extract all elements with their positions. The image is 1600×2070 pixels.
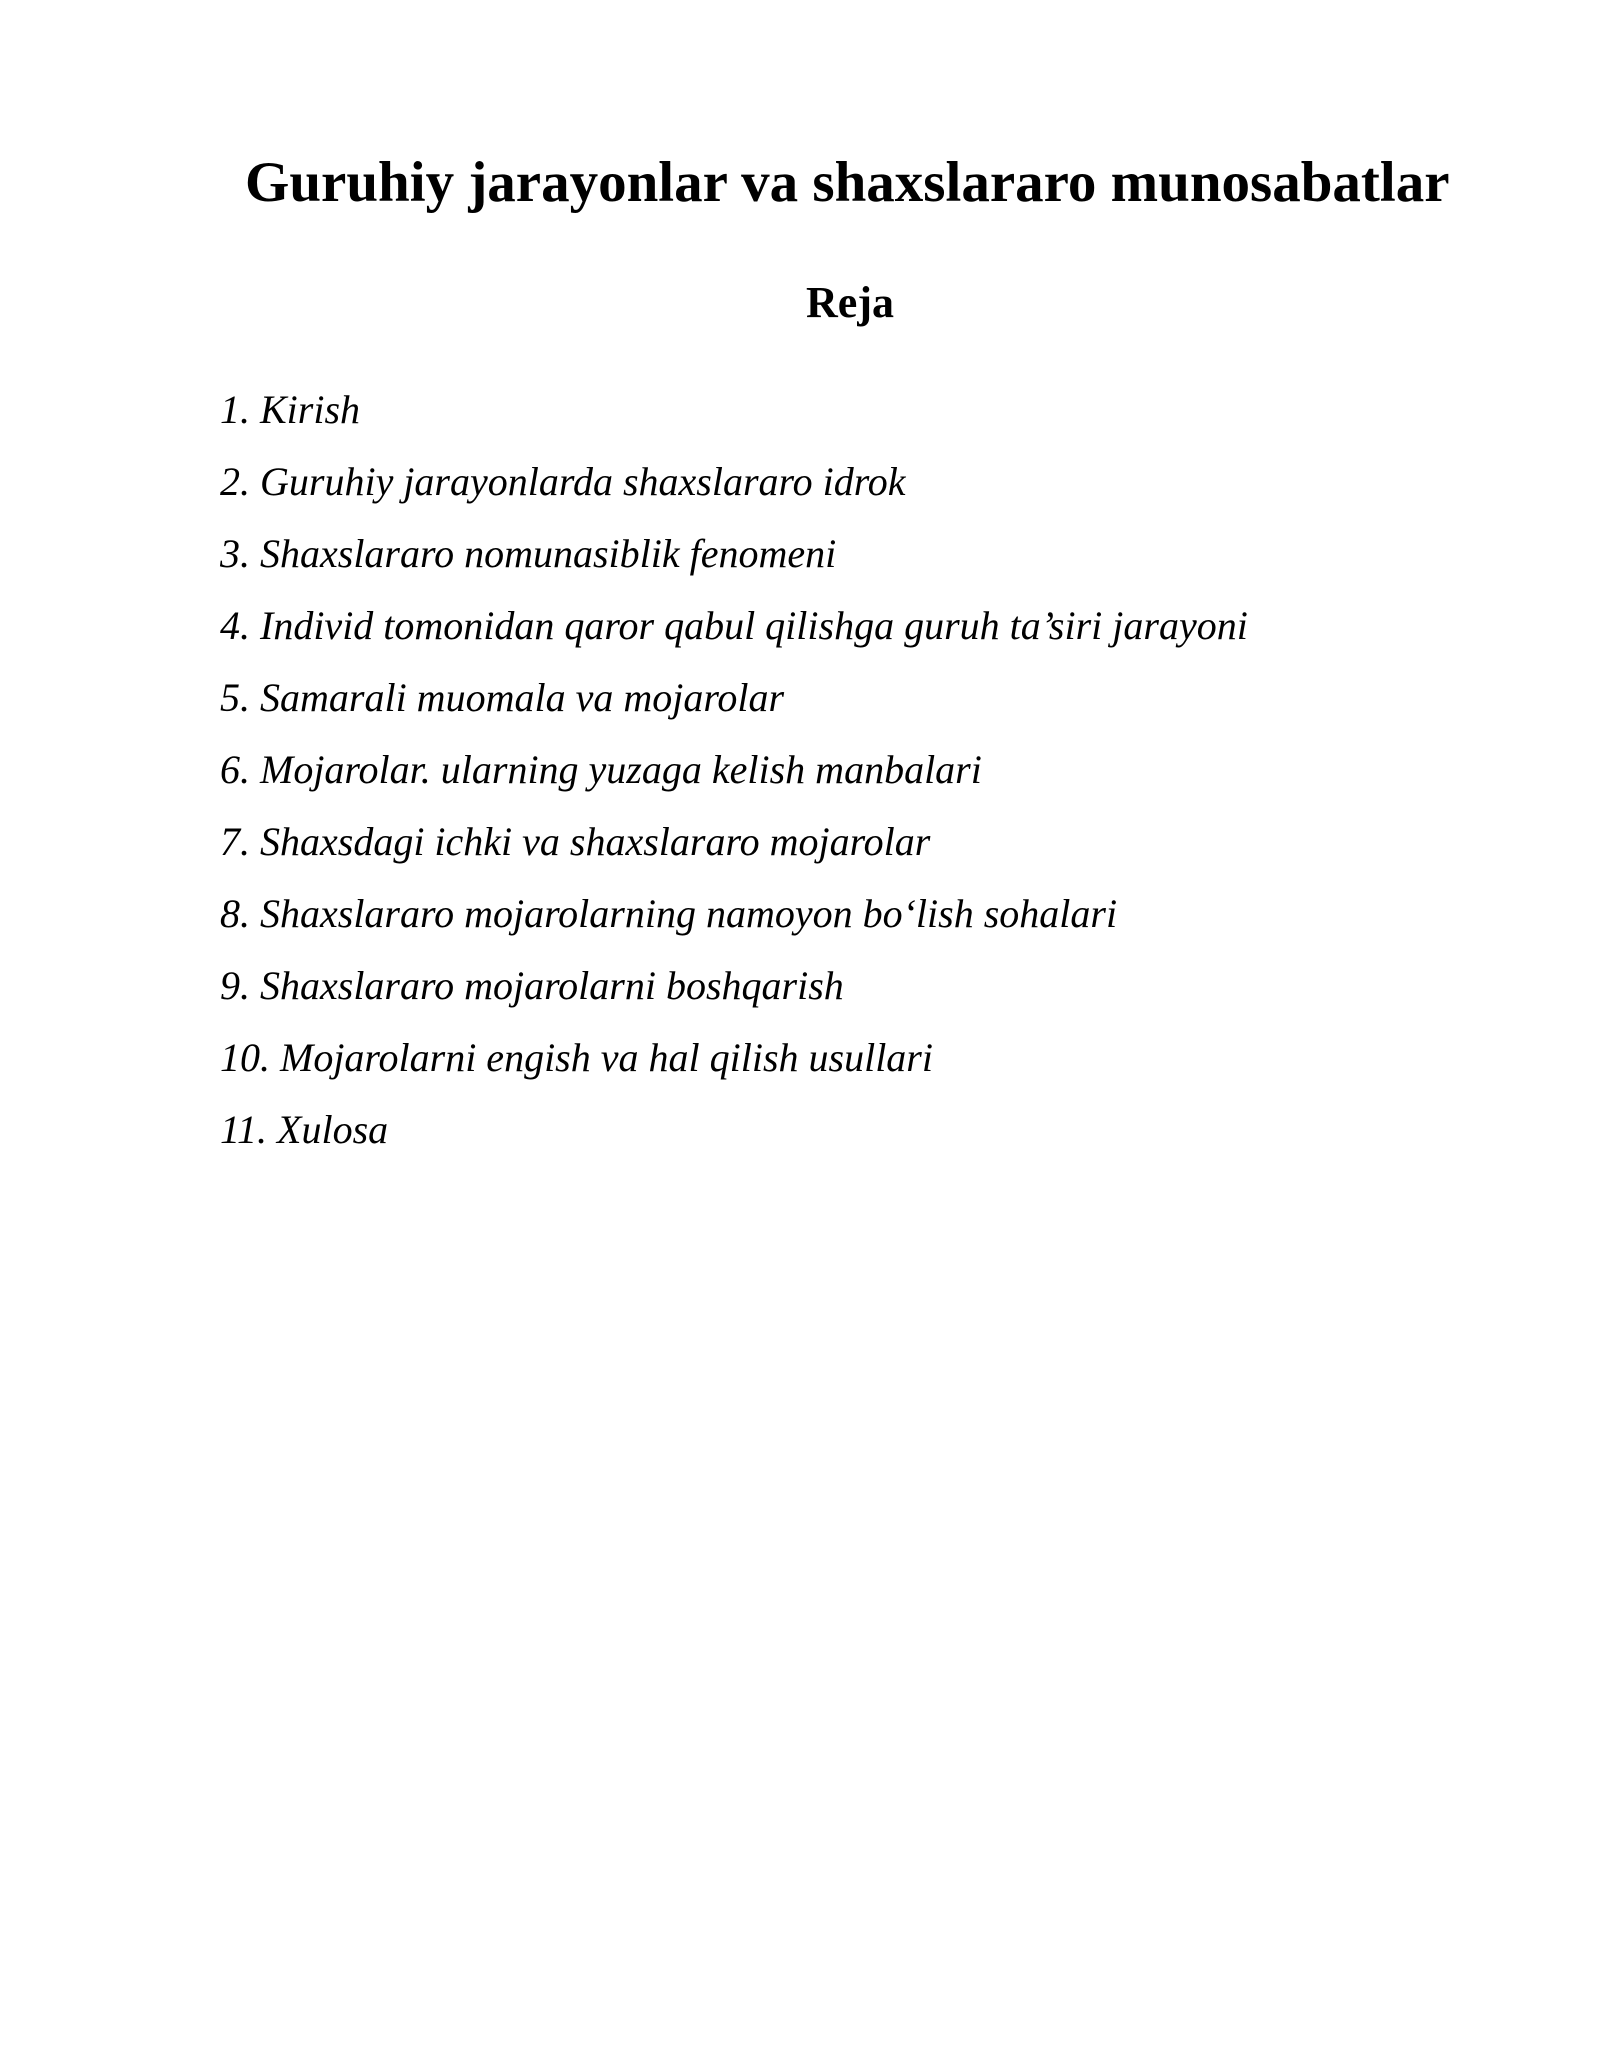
plan-item: 2. Guruhiy jarayonlarda shaxslararo idrok	[220, 459, 906, 504]
plan-item: 10. Mojarolarni engish va hal qilish usullari	[220, 1035, 933, 1080]
plan-item: 3. Shaxslararo nomunasiblik fenomeni	[220, 531, 837, 576]
plan-heading: Reja	[806, 278, 894, 327]
plan-item: 7. Shaxsdagi ichki va shaxslararo mojarolar	[220, 819, 931, 864]
plan-list	[220, 386, 1420, 1154]
plan-item: 4. Individ tomonidan qaror qabul qilishga guruh ta’siri jarayoni	[220, 603, 1248, 648]
plan-item: 6. Mojarolar. ularning yuzaga kelish manbalari	[220, 747, 982, 792]
document-title: Guruhiy jarayonlar va shaxslararo munosabatlar	[245, 151, 1450, 214]
plan-item: 9. Shaxslararo mojarolarni boshqarish	[220, 963, 844, 1008]
plan-item: 8. Shaxslararo mojarolarning namoyon bo‘lish sohalari	[220, 891, 1118, 936]
plan-item: 11. Xulosa	[220, 1107, 389, 1152]
plan-item: 5. Samarali muomala va mojarolar	[220, 675, 785, 720]
plan-item: 1. Kirish	[220, 387, 361, 432]
